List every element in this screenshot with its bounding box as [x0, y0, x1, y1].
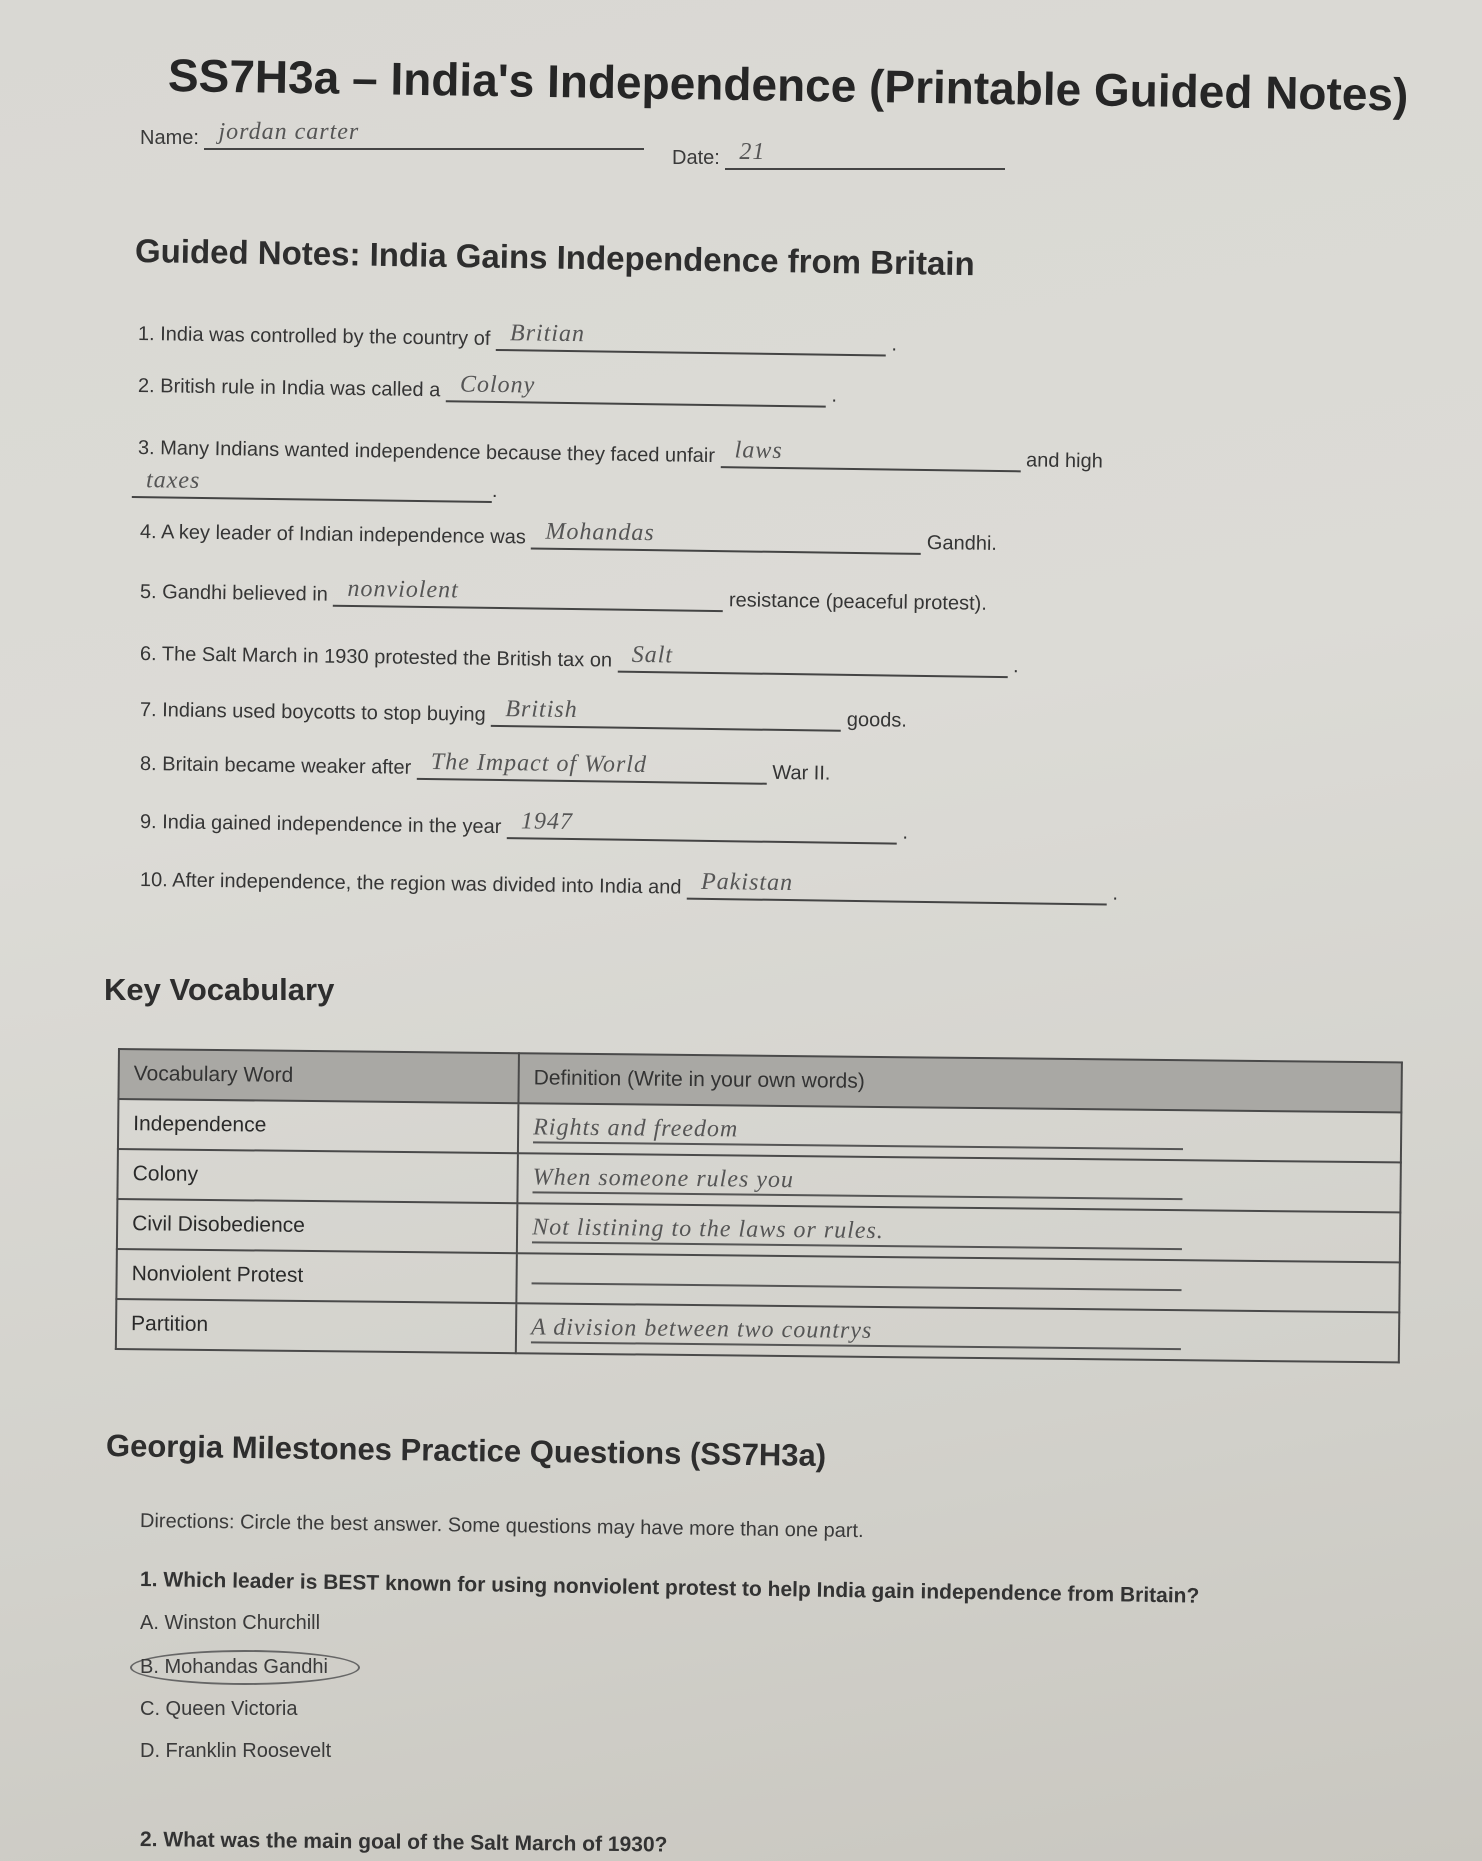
note-text: 10. After independence, the region was divided into India and [139, 869, 682, 899]
answer-blank[interactable] [531, 518, 921, 554]
answer-blank[interactable] [720, 437, 1020, 472]
note-item [138, 432, 1103, 473]
vocab-word: Civil Disobedience [117, 1199, 518, 1253]
vocab-definition-cell[interactable] [516, 1303, 1399, 1362]
answer-blank[interactable] [132, 467, 492, 503]
date-field[interactable] [672, 139, 1005, 170]
date-label: Date: [672, 147, 720, 169]
answer-blank[interactable] [617, 641, 1007, 678]
note-text: 8. Britain became weaker after [139, 753, 412, 779]
vocab-word: Nonviolent Protest [116, 1249, 517, 1303]
answer-blank[interactable] [491, 696, 841, 732]
col-header-word: Vocabulary Word [118, 1049, 519, 1103]
note-text-after: . [902, 821, 909, 844]
q1-option-d[interactable]: D. Franklin Roosevelt [140, 1740, 332, 1762]
note-text: 1. India was controlled by the country of [137, 323, 491, 350]
question-1: 1. Which leader is BEST known for using nonviolent protest to help India gain independence from Britain? [139, 1568, 1200, 1608]
handwritten-answer: The Impact of World [430, 749, 648, 779]
practice-heading: Georgia Milestones Practice Questions (SS7H3a) [105, 1428, 827, 1474]
directions-text: Directions: Circle the best answer. Some questions may have more than one part. [139, 1510, 864, 1543]
note-text-after: . [491, 480, 498, 503]
note-text-after: goods. [846, 708, 908, 732]
note-text: 5. Gandhi believed in [139, 581, 329, 606]
vocab-definition-cell[interactable] [517, 1153, 1400, 1212]
note-item [140, 748, 831, 786]
note-item [140, 694, 907, 733]
name-label: Name: [140, 127, 199, 149]
answer-blank[interactable] [496, 320, 886, 356]
note-text-after: . [891, 333, 898, 356]
note-text: 3. Many Indians wanted independence because they faced unfair [137, 437, 716, 468]
note-text: 9. India gained independence in the year [139, 811, 502, 839]
handwritten-answer: taxes [145, 467, 201, 494]
answer-blank[interactable] [446, 371, 826, 407]
handwritten-definition: When someone rules you [533, 1164, 1183, 1200]
handwritten-answer: 1947 [520, 808, 574, 836]
note-text: 7. Indians used boycotts to stop buying [139, 699, 486, 726]
handwritten-answer: British [505, 696, 578, 724]
note-item [140, 638, 1019, 678]
note-text-after: . [1112, 882, 1119, 905]
vocab-word: Partition [116, 1299, 517, 1353]
q1-option-b-circled[interactable]: B. Mohandas Gandhi [130, 1650, 360, 1685]
note-item [138, 318, 897, 357]
handwritten-definition: A division between two countrys [531, 1314, 1181, 1350]
answer-blank[interactable] [687, 868, 1107, 906]
vocab-heading: Key Vocabulary [104, 972, 335, 1007]
vocab-definition-cell[interactable] [517, 1203, 1400, 1262]
guided-notes-heading: Guided Notes: India Gains Independence from Britain [134, 232, 975, 283]
handwritten-answer: Salt [631, 641, 674, 669]
page-title: SS7H3a – India's Independence (Printable Guided Notes) [167, 49, 1409, 121]
date-value: 21 [739, 139, 766, 165]
handwritten-answer: Britian [509, 320, 586, 348]
answer-blank[interactable] [507, 808, 897, 844]
vocab-word: Colony [117, 1149, 518, 1203]
note-text: 2. British rule in India was called a [137, 375, 441, 402]
note-text-after: and high [1025, 449, 1103, 473]
note-item-continuation [132, 467, 498, 503]
handwritten-definition [532, 1282, 1182, 1291]
handwritten-answer: nonviolent [347, 575, 460, 604]
note-item [138, 370, 837, 408]
name-value: jordan carter [218, 119, 360, 145]
answer-blank[interactable] [417, 749, 767, 785]
note-text-after: Gandhi. [926, 531, 998, 555]
note-text-after: . [1012, 655, 1019, 678]
answer-blank[interactable] [333, 575, 723, 612]
note-text: 6. The Salt March in 1930 protested the British tax on [139, 643, 613, 672]
vocab-definition-cell[interactable] [516, 1253, 1399, 1312]
note-text-after: . [831, 384, 838, 407]
handwritten-answer: Colony [459, 371, 536, 399]
vocab-word: Independence [118, 1099, 519, 1153]
q1-option-c[interactable]: C. Queen Victoria [140, 1698, 298, 1720]
handwritten-answer: Mohandas [545, 518, 655, 547]
vocab-table [115, 1048, 1403, 1363]
note-item [140, 576, 987, 616]
note-item [140, 516, 997, 556]
note-item [140, 864, 1118, 906]
handwritten-answer: laws [734, 437, 783, 464]
note-item [140, 806, 908, 845]
name-field[interactable] [140, 119, 644, 150]
note-text: 4. A key leader of Indian independence was [139, 521, 526, 549]
note-text-after: resistance (peaceful protest). [728, 589, 987, 615]
vocab-definition-cell[interactable] [518, 1103, 1401, 1162]
handwritten-definition: Not listining to the laws or rules. [532, 1214, 1182, 1250]
col-header-definition: Definition (Write in your own words) [518, 1053, 1401, 1112]
handwritten-definition: Rights and freedom [533, 1114, 1183, 1150]
question-2: 2. What was the main goal of the Salt March of 1930? [139, 1828, 668, 1857]
handwritten-answer: Pakistan [700, 868, 794, 897]
q1-option-a[interactable]: A. Winston Churchill [140, 1612, 321, 1634]
note-text-after: War II. [772, 761, 831, 785]
